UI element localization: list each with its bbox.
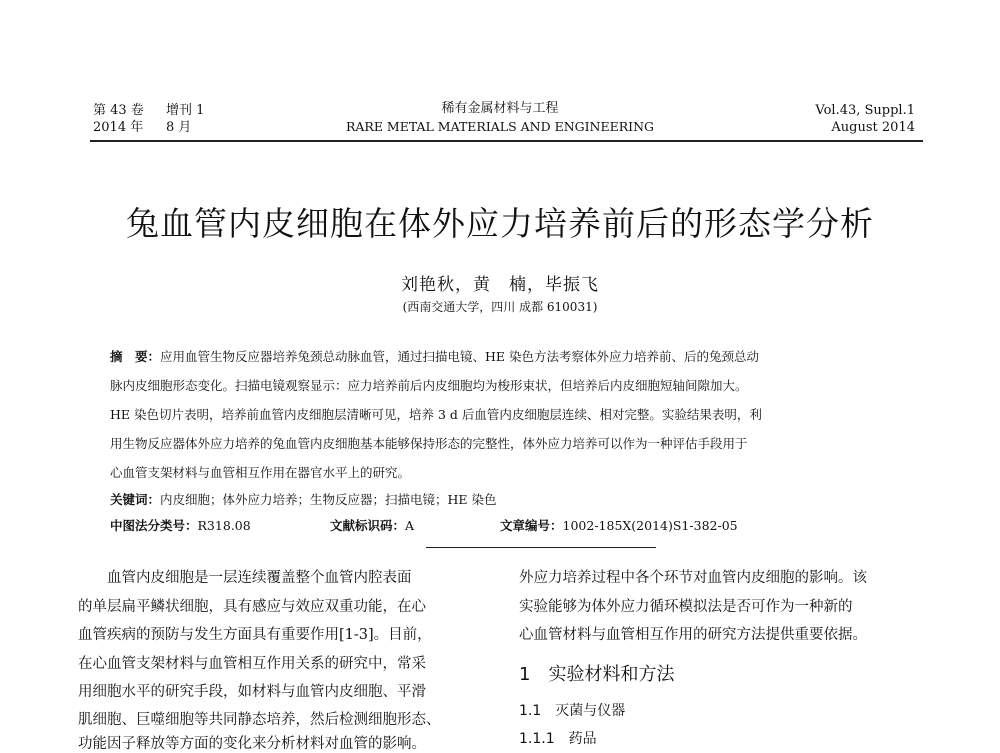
doc-label: 文献标识码： — [330, 518, 406, 533]
abstract-label: 摘 要： — [110, 349, 161, 364]
abstract-line: 心血管支架材料与血管相互作用在器官水平上的研究。 — [110, 465, 411, 480]
subsection-number: 1.1 — [519, 703, 542, 719]
article-number — [500, 516, 738, 534]
subsubsection-title: 药品 — [568, 731, 597, 747]
journal-title-cn: 稀有金属材料与工程 — [441, 101, 559, 116]
body-left-line: 的单层扁平鳞状细胞，具有感应与效应双重功能，在心 — [78, 599, 426, 615]
body-left-line: 功能因子释放等方面的变化来分析材料对血管的影响。 — [78, 736, 426, 752]
body-left-line: 在心血管支架材料与血管相互作用关系的研究中，常采 — [78, 656, 426, 672]
abstract-line: 用生物反应器体外应力培养的兔血管内皮细胞基本能够保持形态的完整性，体外应力培养可以作为一种评估手段用于 — [110, 436, 748, 451]
section-number: 1 — [519, 664, 531, 685]
article-value: 1002-185X(2014)S1-382-05 — [562, 518, 738, 533]
doc-value: A — [405, 518, 415, 533]
subsubsection-number: 1.1.1 — [519, 731, 555, 747]
keywords-text: 内皮细胞；体外应力培养；生物反应器；扫描电镜；HE 染色 — [160, 492, 497, 507]
body-left-line: 血管内皮细胞是一层连续覆盖整个血管内腔表面 — [78, 570, 412, 586]
year-label: 2014 年 — [93, 120, 144, 135]
abstract-line: HE 染色切片表明，培养前血管内皮细胞层清晰可见，培养 3 d 后血管内皮细胞层连续、相对完整。实验结果表明，利 — [110, 407, 762, 422]
authors: 刘艳秋，黄 楠，毕振飞 — [401, 275, 599, 295]
section-heading — [519, 660, 674, 686]
keywords — [110, 490, 497, 508]
clc-value: R318.08 — [197, 518, 251, 533]
issue-label: 增刊 1 — [166, 103, 205, 118]
keywords-label: 关键词： — [110, 492, 161, 507]
section-divider — [426, 547, 656, 548]
date-en: August 2014 — [831, 120, 915, 135]
month-label: 8 月 — [166, 120, 192, 135]
abstract-line — [110, 347, 759, 365]
doc-code — [330, 516, 414, 534]
article-label: 文章编号： — [500, 518, 563, 533]
journal-title-en: RARE METAL MATERIALS AND ENGINEERING — [345, 119, 655, 134]
subsection-title: 灭菌与仪器 — [555, 703, 626, 719]
clc-label: 中图法分类号： — [110, 518, 198, 533]
body-right-line: 外应力培养过程中各个环节对血管内皮细胞的影响。该 — [519, 570, 867, 586]
subsection-heading — [519, 700, 625, 720]
paper-title: 兔血管内皮细胞在体外应力培养前后的形态学分析 — [126, 204, 874, 243]
body-left-line: 血管疾病的预防与发生方面具有重要作用[1-3]。目前， — [78, 627, 432, 643]
clc-code — [110, 516, 251, 534]
body-left-line: 肌细胞、巨噬细胞等共同静态培养，然后检测细胞形态、 — [78, 712, 441, 728]
body-left-line: 用细胞水平的研究手段，如材料与血管内皮细胞、平滑 — [78, 684, 426, 700]
body-right-line: 心血管材料与血管相互作用的研究方法提供重要依据。 — [519, 627, 867, 643]
abstract-text: 应用血管生物反应器培养兔颈总动脉血管，通过扫描电镜、HE 染色方法考察体外应力培养前、后的兔颈总动 — [160, 349, 760, 364]
body-right-line: 实验能够为体外应力循环模拟法是否可作为一种新的 — [519, 599, 853, 615]
volume-label: 第 43 卷 — [93, 103, 144, 118]
subsubsection-heading — [519, 728, 597, 748]
affiliation: (西南交通大学，四川 成都 610031) — [402, 300, 598, 314]
abstract-line: 脉内皮细胞形态变化。扫描电镜观察显示：应力培养前后内皮细胞均为梭形束状，但培养后内皮细胞短轴间隙加大。 — [110, 378, 748, 393]
volume-en: Vol.43, Suppl.1 — [815, 103, 915, 118]
header-rule — [90, 140, 923, 142]
section-title: 实验材料和方法 — [548, 664, 675, 685]
